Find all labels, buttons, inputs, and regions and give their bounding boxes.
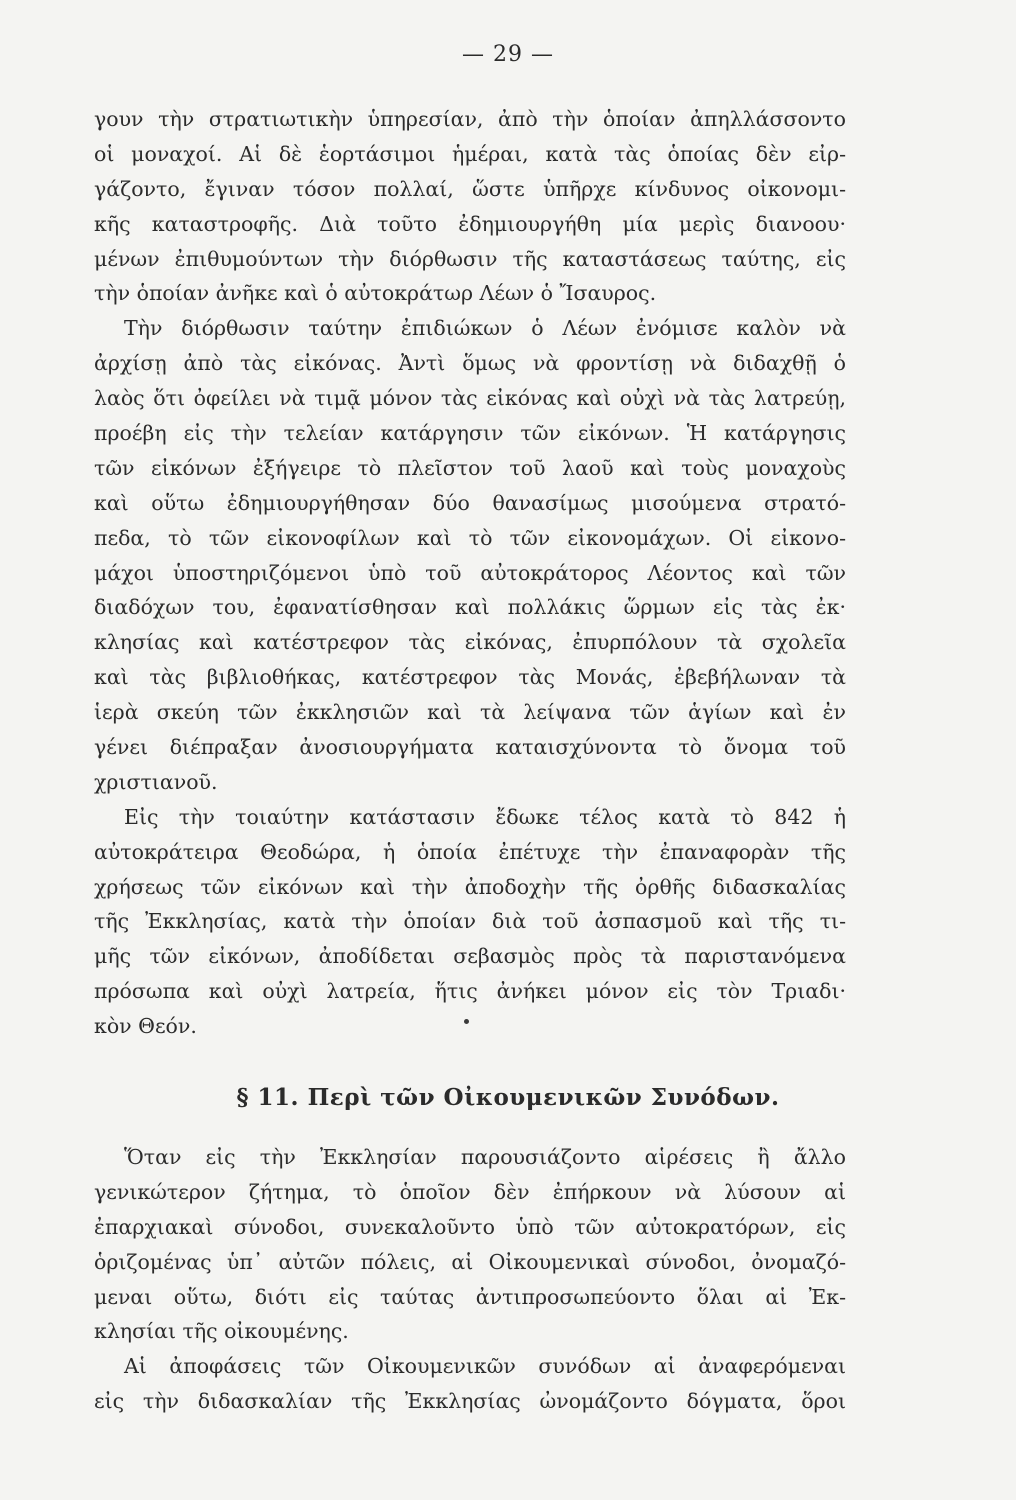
text-line: καὶ οὕτω ἐδημιουργήθησαν δύο θανασίμως μισούμενα στρατό- [94, 490, 846, 515]
text-line: γενικώτερον ζήτημα, τὸ ὁποῖον δὲν ἐπήρκουν νὰ λύσουν αἱ [94, 1179, 846, 1204]
text-line: πρόσωπα καὶ οὐχὶ λατρεία, ἥτις ἀνήκει μόνον εἰς τὸν Τριαδι· [94, 979, 846, 1004]
text-line: κλησίαι τῆς οἰκουμένης. [94, 1319, 349, 1344]
text-line: Τὴν διόρθωσιν ταύτην ἐπιδιώκων ὁ Λέων ἐνόμισε καλὸν νὰ [124, 316, 846, 341]
text-line: ὁριζομένας ὑπ᾽ αὐτῶν πόλεις, αἱ Οἰκουμενικαὶ σύνοδοι, ὀνομαζό- [94, 1249, 846, 1274]
text-line: μῆς τῶν εἰκόνων, ἀποδίδεται σεβασμὸς πρὸς τὰ παριστανόμενα [94, 944, 846, 969]
text-line: χριστιανοῦ. [94, 769, 218, 794]
text-line: ἐπαρχιακαὶ σύνοδοι, συνεκαλοῦντο ὑπὸ τῶν αὐτοκρατόρων, εἰς [94, 1214, 846, 1239]
text-line: αὐτοκράτειρα Θεοδώρα, ἡ ὁποία ἐπέτυχε τὴν ἐπαναφορὰν τῆς [94, 839, 846, 864]
text-line: τῆς Ἐκκλησίας, κατὰ τὴν ὁποίαν διὰ τοῦ ἀσπασμοῦ καὶ τῆς τι- [94, 909, 846, 934]
stray-dot [464, 1019, 469, 1024]
text-line: πεδα, τὸ τῶν εἰκονοφίλων καὶ τὸ τῶν εἰκονομάχων. Οἱ εἰκονο- [94, 525, 846, 550]
text-line: γουν τὴν στρατιωτικὴν ὑπηρεσίαν, ἀπὸ τὴν ὁποίαν ἀπηλλάσσοντο [94, 107, 846, 131]
section-heading: § 11. Περὶ τῶν Οἰκουμενικῶν Συνόδων. [236, 1084, 780, 1111]
text-line: τὴν ὁποίαν ἀνῆκε καὶ ὁ αὐτοκράτωρ Λέων ὁ Ἴσαυρος. [94, 281, 657, 306]
body-text-upper [94, 102, 846, 1044]
page-number: — 29 — [462, 42, 554, 67]
text-line: τῶν εἰκόνων ἐξήγειρε τὸ πλεῖστον τοῦ λαοῦ καὶ τοὺς μοναχοὺς [94, 455, 846, 480]
text-line: γάζοντο, ἔγιναν τόσον πολλαί, ὥστε ὑπῆρχε κίνδυνος οἰκονομι- [94, 176, 846, 201]
text-line: μάχοι ὑποστηριζόμενοι ὑπὸ τοῦ αὐτοκράτορος Λέοντος καὶ τῶν [94, 560, 846, 585]
text-line: ἀρχίσῃ ἀπὸ τὰς εἰκόνας. Ἀντὶ ὅμως νὰ φροντίσῃ νὰ διδαχθῇ ὁ [94, 351, 846, 376]
text-line: κὸν Θεόν. [94, 1014, 197, 1039]
text-line: καὶ τὰς βιβλιοθήκας, κατέστρεφον τὰς Μονάς, ἐβεβήλωναν τὰ [94, 665, 846, 690]
text-line: λαὸς ὅτι ὀφείλει νὰ τιμᾷ μόνον τὰς εἰκόνας καὶ οὐχὶ νὰ τὰς λατρεύῃ, [94, 386, 846, 411]
text-line: διαδόχων του, ἐφανατίσθησαν καὶ πολλάκις ὥρμων εἰς τὰς ἐκ· [94, 595, 846, 620]
text-line: οἱ μοναχοί. Αἱ δὲ ἑορτάσιμοι ἡμέραι, κατὰ τὰς ὁποίας δὲν εἰρ- [94, 141, 846, 166]
text-line: Εἰς τὴν τοιαύτην κατάστασιν ἔδωκε τέλος κατὰ τὸ 842 ἡ [124, 804, 846, 829]
text-line: Αἱ ἀποφάσεις τῶν Οἰκουμενικῶν συνόδων αἱ ἀναφερόμεναι [124, 1354, 846, 1379]
text-line: γένει διέπραξαν ἀνοσιουργήματα καταισχύνοντα τὸ ὄνομα τοῦ [94, 735, 846, 760]
text-line: προέβη εἰς τὴν τελείαν κατάργησιν τῶν εἰκόνων. Ἡ κατάργησις [94, 421, 846, 446]
text-line: εἰς τὴν διδασκαλίαν τῆς Ἐκκλησίας ὠνομάζοντο δόγματα, ὅροι [94, 1389, 846, 1414]
text-line: μεναι οὕτω, διότι εἰς ταύτας ἀντιπροσωπεύοντο ὅλαι αἱ Ἐκ- [94, 1284, 846, 1309]
text-line: ἱερὰ σκεύη τῶν ἐκκλησιῶν καὶ τὰ λείψανα τῶν ἁγίων καὶ ἐν [94, 700, 846, 725]
body-text-lower [94, 1140, 846, 1419]
text-line: μένων ἐπιθυμούντων τὴν διόρθωσιν τῆς καταστάσεως ταύτης, εἰς [94, 246, 846, 271]
text-line: κῆς καταστροφῆς. Διὰ τοῦτο ἐδημιουργήθη μία μερὶς διανοου· [94, 211, 846, 236]
text-line: Ὅταν εἰς τὴν Ἐκκλησίαν παρουσιάζοντο αἱρέσεις ἢ ἄλλο [124, 1145, 846, 1169]
text-line: χρήσεως τῶν εἰκόνων καὶ τὴν ἀποδοχὴν τῆς ὀρθῆς διδασκαλίας [94, 874, 846, 899]
text-line: κλησίας καὶ κατέστρεφον τὰς εἰκόνας, ἐπυρπόλουν τὰ σχολεῖα [94, 630, 846, 655]
